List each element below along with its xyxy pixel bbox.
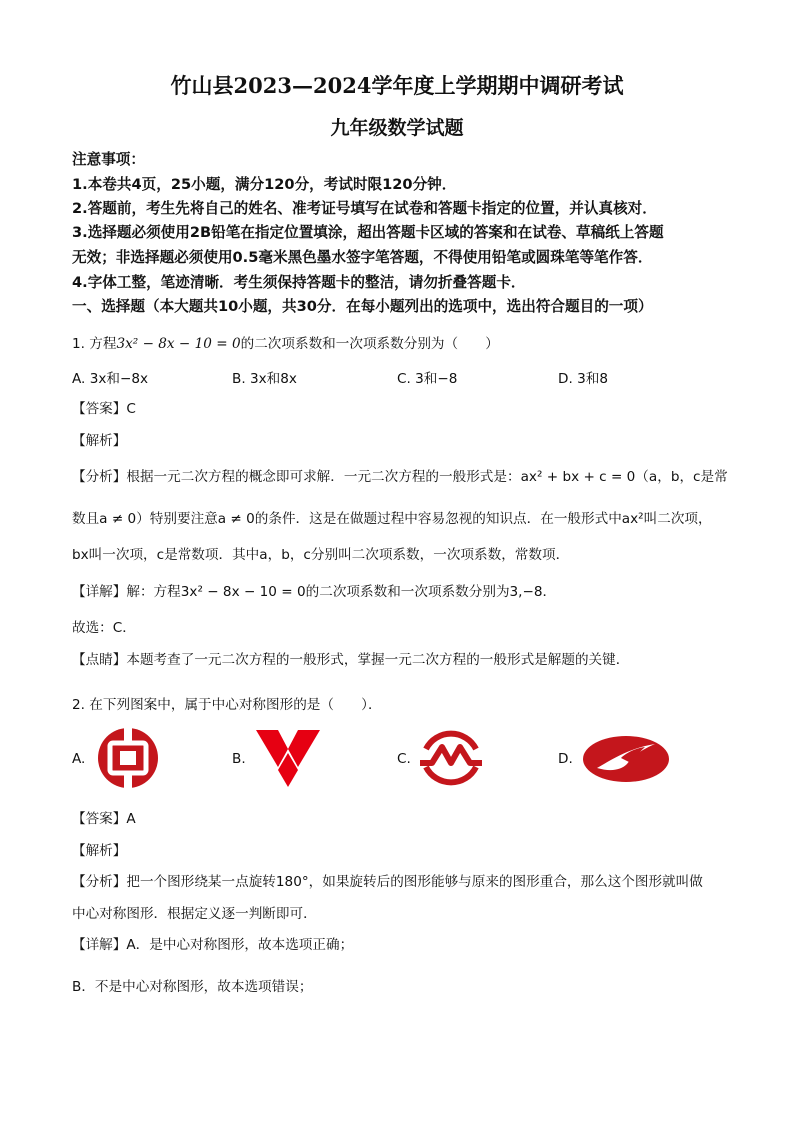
bank-of-china-logo [95, 725, 161, 795]
metro-m-logo [418, 727, 484, 793]
q2-analysis-2: 中心对称图形．根据定义逐一判断即可． [72, 906, 317, 922]
note-4: 4.字体工整，笔迹清晰．考生须保持答题卡的整洁，请勿折叠答题卡． [72, 274, 526, 291]
q2-stem: 2. 在下列图案中，属于中心对称图形的是（ ）． [72, 697, 382, 713]
q2-answer: 【答案】A [72, 811, 136, 827]
q1-choose: 故选：C． [72, 620, 136, 636]
note-3a: 3.选择题必须使用2B铅笔在指定位置填涂，超出答题卡区域的答案和在试卷、草稿纸上答题 [72, 224, 664, 241]
notes-heading: 注意事项： [72, 151, 145, 168]
q1-answer: 【答案】C [72, 401, 136, 417]
q1-analysis-label: 【解析】 [72, 433, 127, 449]
q1-option-a: A. 3x和−8x [72, 371, 149, 387]
q2-analysis-1: 【分析】把一个图形绕某一点旋转180°，如果旋转后的图形能够与原来的图形重合，那么这个图形就叫做 [72, 874, 703, 890]
q1-stem [72, 332, 499, 352]
swoosh-car-logo [581, 734, 671, 788]
q1-stem-pre: 1. 方程 [72, 336, 117, 352]
q1-analysis-1: 【分析】根据一元二次方程的概念即可求解．一元二次方程的一般形式是：ax² + bx + c = 0（a，b，c是常 [72, 469, 728, 485]
q2-label-c: C. [397, 751, 411, 767]
q1-option-d: D. 3和8 [558, 371, 609, 387]
q1-option-b: B. 3x和8x [232, 371, 297, 387]
note-1: 1.本卷共4页，25小题，满分120分，考试时限120分钟． [72, 176, 457, 193]
mitsubishi-logo [255, 727, 321, 793]
note-2: 2.答题前，考生先将自己的姓名、准考证号填写在试卷和答题卡指定的位置，并认真核对． [72, 200, 657, 217]
q1-point: 【点睛】本题考查了一元二次方程的一般形式，掌握一元二次方程的一般形式是解题的关键． [72, 652, 630, 668]
q2-detail-b: B．不是中心对称图形，故本选项错误； [72, 979, 313, 995]
q2-detail-a: 【详解】A．是中心对称图形，故本选项正确； [72, 937, 354, 953]
q2-label-a: A. [72, 751, 86, 767]
q1-analysis-2: 数且a ≠ 0）特别要注意a ≠ 0的条件．这是在做题过程中容易忽视的知识点．在一般形式中ax²叫二次项， [72, 511, 712, 527]
q2-label-d: D. [558, 751, 573, 767]
q1-option-c: C. 3和−8 [397, 371, 458, 387]
q1-detail: 【详解】解：方程3x² − 8x − 10 = 0的二次项系数和一次项系数分别为3,−8． [72, 584, 557, 600]
exam-subtitle: 九年级数学试题 [330, 117, 464, 139]
q1-stem-post: 的二次项系数和一次项系数分别为（ ） [240, 336, 499, 352]
q2-label-b: B. [232, 751, 246, 767]
section-heading: 一、选择题（本大题共10小题，共30分．在每小题列出的选项中，选出符合题目的一项） [72, 298, 653, 315]
q1-equation: 3x² − 8x − 10 = 0 [116, 336, 241, 352]
q1-analysis-3: bx叫一次项，c是常数项．其中a，b，c分别叫二次项系数，一次项系数，常数项． [72, 547, 570, 563]
q2-analysis-label: 【解析】 [72, 843, 127, 859]
note-3b: 无效；非选择题必须使用0.5毫米黑色墨水签字笔答题，不得使用铅笔或圆珠笔等笔作答． [72, 249, 653, 266]
exam-title: 竹山县2023—2024学年度上学期期中调研考试 [170, 73, 624, 98]
